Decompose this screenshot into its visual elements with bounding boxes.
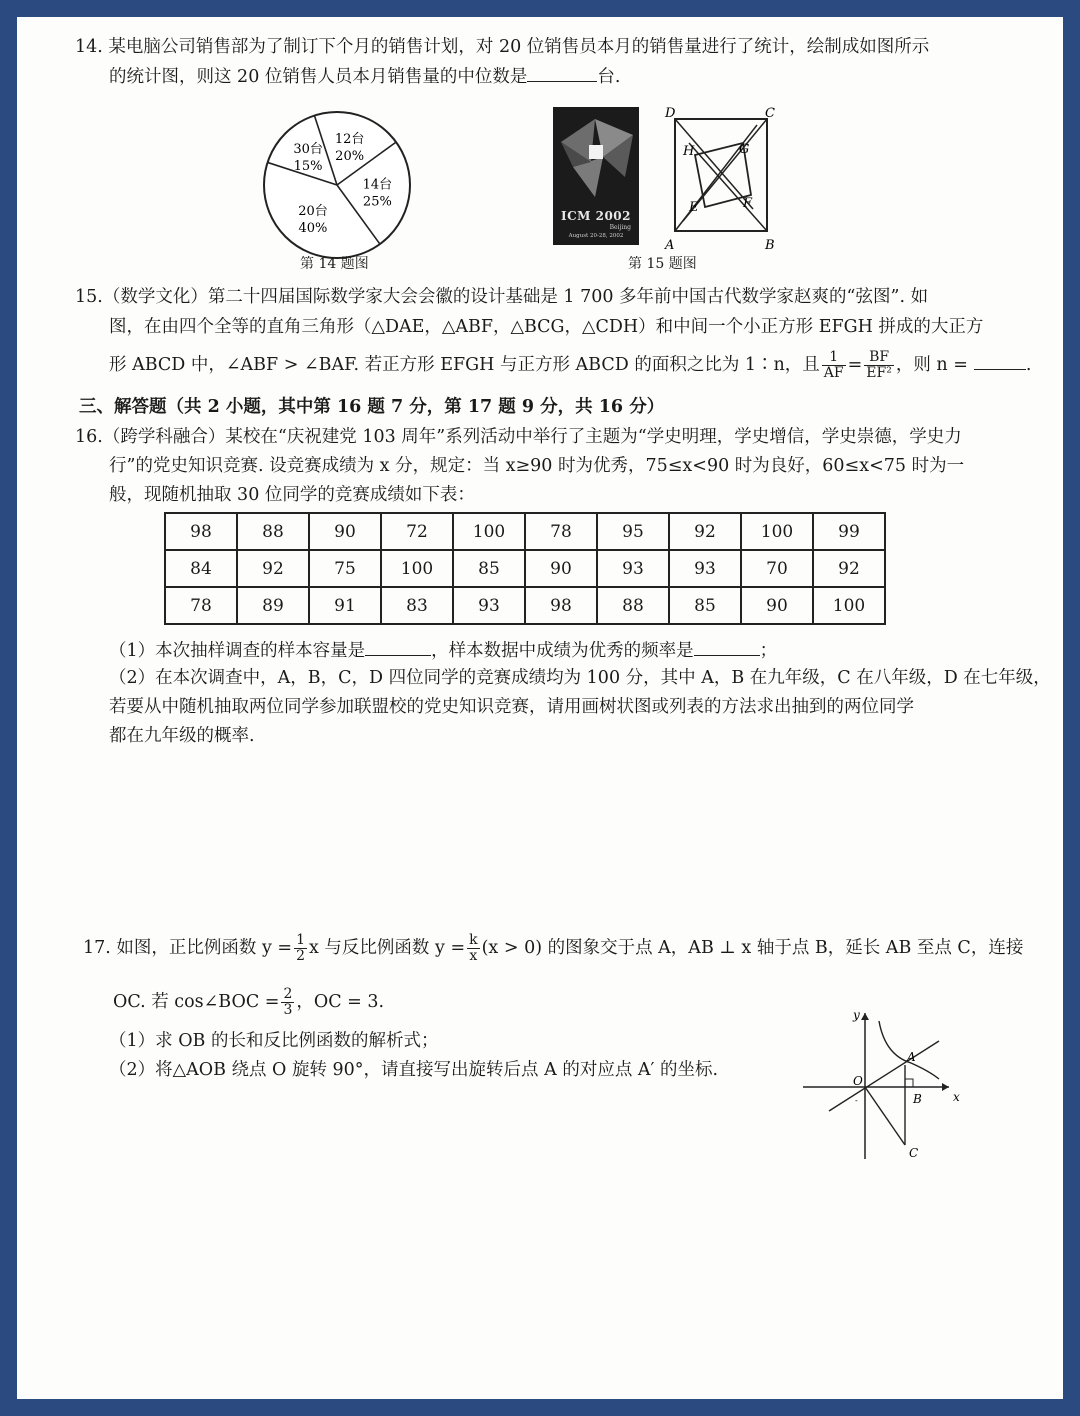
q17-line1-c: (x > 0) 的图象交于点 A，AB ⊥ x 轴于点 B，延长 AB 至点 C，连接 [481,938,1024,958]
q17-line1-a: 17. 如图，正比例函数 y = [83,938,293,958]
pie-slice-label: 12台 [334,132,365,148]
q17-part1: （1）求 OB 的长和反比例函数的解析式； [109,1031,439,1051]
label-d: D [665,106,676,121]
excellent-frequency-blank[interactable] [694,637,760,656]
poster-date: August 20-28, 2002 [568,233,624,239]
table-cell: 78 [165,587,237,624]
table-cell: 72 [381,513,453,550]
label-c: C [909,1146,919,1160]
table-cell: 85 [669,587,741,624]
poster-emblem [553,107,639,207]
table-cell: 92 [813,550,885,587]
poster-city: Beijing [609,224,631,231]
icm-2002-poster [553,107,639,245]
line-de [675,119,753,209]
q17-line2-b: ，OC = 3. [296,992,385,1012]
pie-slice-label: 14台 [362,177,393,193]
q15-figure-caption: 第 15 题图 [628,256,697,272]
q14-answer-blank[interactable] [527,63,597,82]
q15-text-line3-b: ，则 n = [895,355,968,375]
segment-oc [865,1087,905,1145]
q14-text-line2-a: 的统计图，则这 20 位销售人员本月销售量的中位数是 [109,67,528,87]
q15-text-line2: 图，在由四个全等的直角三角形（△DAE，△ABF，△BCG，△CDH）和中间一个小正方形 EFGH 拼成的大正方 [109,317,984,337]
q16-part2-line2: 若要从中随机抽取两位同学参加联盟校的党史知识竞赛，请用画树状图或列表的方法求出抽到的两位同学 [109,697,914,717]
q14-text-line1: 14. 某电脑公司销售部为了制订下个月的销售计划，对 20 位销售员本月的销售量进行了统计，绘制成如图所示 [75,37,930,57]
table-cell: 88 [597,587,669,624]
frac1-num: 1 [822,350,846,366]
q14-text-line2-b: 台. [597,67,621,87]
table-cell: 98 [165,513,237,550]
pie-chart [257,105,417,265]
label-y: y [853,1008,860,1022]
frac2-num: BF [864,350,894,366]
table-cell: 98 [525,587,597,624]
q15-line3-end: . [1025,355,1032,375]
table-cell: 88 [237,513,309,550]
q16-part2-line1: （2）在本次调查中，A，B，C，D 四位同学的竞赛成绩均为 100 分，其中 A，B 在九年级，C 在八年级，D 在七年级， [109,668,1051,688]
q16-text-line1: 16.（跨学科融合）某校在“庆祝建党 103 周年”系列活动中举行了主题为“学史明理，学史增信，学史崇德，学史力 [75,427,962,447]
pie-slice-label: 30台 [293,142,323,158]
q17-f3-den: 3 [283,1002,293,1018]
table-cell: 75 [309,550,381,587]
table-cell: 93 [669,550,741,587]
label-a: A [907,1050,916,1064]
frac2-den: EF² [866,365,892,381]
q17-part2: （2）将△AOB 绕点 O 旋转 90°，请直接写出旋转后点 A 的对应点 A′ 的坐标. [109,1060,719,1080]
equals-sign: = [847,355,863,375]
q15-text-line1: 15.（数学文化）第二十四届国际数学家大会会徽的设计基础是 1 700 多年前中国古代数学家赵爽的“弦图”. 如 [75,287,929,307]
chord-diagram [659,103,779,253]
q16-text-line3: 般，现随机抽取 30 位同学的竞赛成绩如下表： [109,485,475,505]
table-cell: 100 [453,513,525,550]
table-cell: 83 [381,587,453,624]
q17-f1-num: 1 [296,932,305,948]
q15-text-line3-a: 形 ABCD 中，∠ABF > ∠BAF. 若正方形 EFGH 与正方形 ABCD 的面积之比为 1∶n，且 [109,355,820,375]
sample-size-blank[interactable] [365,637,431,656]
fraction-1-over-2 [294,933,307,964]
table-cell: 90 [525,550,597,587]
table-cell: 84 [165,550,237,587]
q15-answer-blank[interactable] [974,351,1026,370]
q14-text-line2 [109,63,620,89]
label-b: B [913,1092,922,1106]
q17-line2-a: OC. 若 cos∠BOC = [113,992,280,1012]
q17-f2-den: x [469,948,478,964]
label-g: G [739,142,750,157]
table-cell: 85 [453,550,525,587]
table-cell: 93 [597,550,669,587]
pie-slice-percent: 40% [298,221,328,237]
label-h: H [683,144,695,159]
poster-title: ICM 2002 [560,209,632,223]
table-cell: 100 [381,550,453,587]
table-cell: 90 [309,513,381,550]
table-cell: 93 [453,587,525,624]
table-cell: 100 [741,513,813,550]
table-cell: 92 [669,513,741,550]
q15-text-line3 [109,347,1031,383]
table-row [165,587,885,624]
q16-text-line2: 行”的党史知识竞赛. 设竞赛成绩为 x 分，规定：当 x≥90 时为优秀，75≤x<90 时为良好，60≤x<75 时为一 [109,456,965,476]
table-cell: 89 [237,587,309,624]
table-cell: 78 [525,513,597,550]
q16-part1-c: ； [759,641,778,661]
q17-text-line2 [113,983,384,1021]
label-f: F [743,196,753,211]
label-o: O [853,1074,863,1088]
table-cell: 91 [309,587,381,624]
fraction-k-over-x [467,933,479,964]
table-cell: 90 [741,587,813,624]
label-a: A [665,238,675,253]
pie-slice-percent: 25% [362,194,392,210]
frac1-den: AF [823,365,844,381]
q17-text-line1 [83,929,1023,967]
axis-minus-mark: - [855,1096,858,1105]
label-e: E [689,200,699,215]
table-row [165,550,885,587]
fraction-1-over-af [822,350,846,381]
q17-coordinate-figure [799,1003,959,1163]
q16-part2-line3: 都在九年级的概率. [109,726,255,746]
q17-f1-den: 2 [296,948,305,964]
pie-slice-percent: 15% [293,159,323,175]
q17-line1-b: x 与反比例函数 y = [309,938,466,958]
direct-proportion-line [829,1041,939,1111]
section-3-heading: 三、解答题（共 2 小题，其中第 16 题 7 分，第 17 题 9 分，共 16 分） [79,397,665,417]
q16-part1-a: （1）本次抽样调查的样本容量是 [109,641,366,661]
table-cell: 100 [813,587,885,624]
label-b: B [765,238,775,253]
q14-figure-caption: 第 14 题图 [300,256,369,272]
pie-slice-percent: 20% [335,149,365,165]
exam-page [17,17,1063,1399]
table-cell: 95 [597,513,669,550]
pie-slice-label: 20台 [298,204,328,220]
q17-f3-num: 2 [283,986,293,1002]
table-row [165,513,885,550]
table-cell: 99 [813,513,885,550]
table-cell: 92 [237,550,309,587]
q16-part1-b: ，样本数据中成绩为优秀的频率是 [431,641,694,661]
table-cell: 70 [741,550,813,587]
label-c: C [765,106,775,121]
fraction-2-over-3 [281,987,294,1018]
fraction-bf-over-ef2 [864,350,894,381]
q16-part1 [109,637,777,663]
score-table [164,512,886,625]
label-x: x [953,1090,960,1104]
q17-f2-num: k [469,932,478,948]
